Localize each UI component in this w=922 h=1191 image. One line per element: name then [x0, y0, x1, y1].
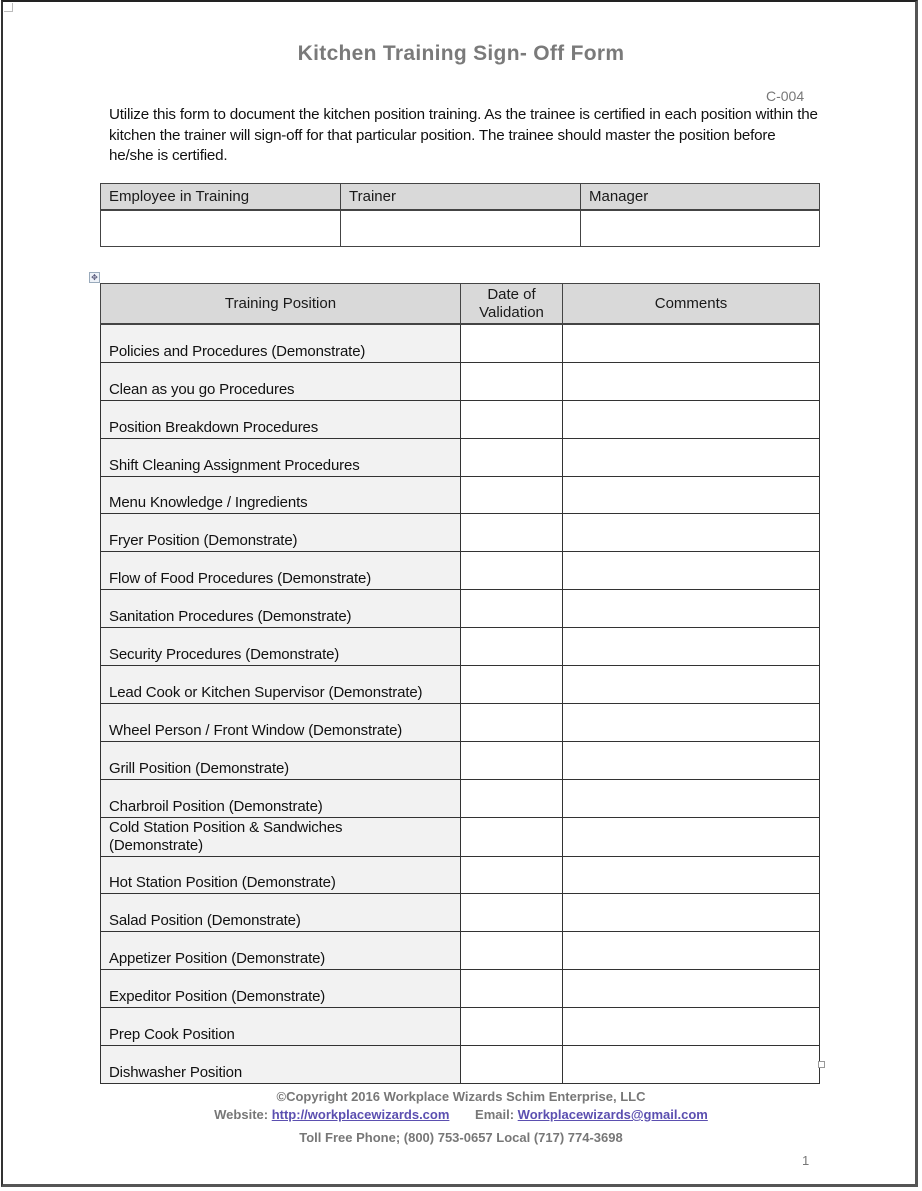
date-of-validation-field[interactable] [461, 552, 563, 590]
table-row [101, 856, 820, 894]
comments-field[interactable] [563, 932, 820, 970]
date-of-validation-field[interactable] [461, 932, 563, 970]
table-row [101, 817, 820, 856]
email-link[interactable]: Workplacewizards@gmail.com [517, 1107, 708, 1122]
header-training-position: Training Position [101, 284, 461, 325]
comments-field[interactable] [563, 666, 820, 704]
date-of-validation-field[interactable] [461, 1046, 563, 1084]
comments-field[interactable] [563, 552, 820, 590]
table-row [101, 932, 820, 970]
comments-field[interactable] [563, 514, 820, 552]
date-of-validation-field[interactable] [461, 856, 563, 894]
date-of-validation-field[interactable] [461, 894, 563, 932]
comments-field[interactable] [563, 438, 820, 476]
training-position-cell: Security Procedures (Demonstrate) [101, 628, 461, 666]
page-number: 1 [802, 1153, 810, 1168]
comments-field[interactable] [563, 1046, 820, 1084]
table-move-handle-icon[interactable]: ✥ [89, 272, 100, 283]
table-row [101, 1046, 820, 1084]
training-position-cell: Shift Cleaning Assignment Procedures [101, 438, 461, 476]
website-label: Website: [214, 1107, 269, 1122]
comments-field[interactable] [563, 856, 820, 894]
comments-field[interactable] [563, 970, 820, 1008]
training-position-cell: Charbroil Position (Demonstrate) [101, 779, 461, 817]
training-position-cell: Cold Station Position & Sandwiches (Demonstrate) [101, 817, 461, 856]
header-employee-in-training: Employee in Training [101, 184, 341, 211]
training-position-cell: Hot Station Position (Demonstrate) [101, 856, 461, 894]
signatures-header-row [101, 184, 820, 211]
table-row [101, 514, 820, 552]
table-row [101, 666, 820, 704]
signatures-input-row [101, 210, 820, 247]
date-of-validation-field[interactable] [461, 324, 563, 362]
header-date-of-validation [461, 284, 563, 325]
comments-field[interactable] [563, 476, 820, 514]
table-row [101, 590, 820, 628]
header-comments: Comments [563, 284, 820, 325]
date-of-validation-field[interactable] [461, 476, 563, 514]
email-label: Email: [475, 1107, 515, 1122]
table-row [101, 628, 820, 666]
training-position-cell: Lead Cook or Kitchen Supervisor (Demonstrate) [101, 666, 461, 704]
comments-field[interactable] [563, 703, 820, 741]
comments-field[interactable] [563, 628, 820, 666]
table-row [101, 552, 820, 590]
training-position-cell: Prep Cook Position [101, 1008, 461, 1046]
date-of-validation-field[interactable] [461, 438, 563, 476]
employee-in-training-field[interactable] [101, 210, 341, 247]
comments-field[interactable] [563, 362, 820, 400]
date-of-validation-field[interactable] [461, 741, 563, 779]
comments-field[interactable] [563, 590, 820, 628]
date-of-validation-field[interactable] [461, 703, 563, 741]
table-resize-handle[interactable] [818, 1061, 825, 1068]
table-row [101, 438, 820, 476]
date-of-validation-field[interactable] [461, 514, 563, 552]
comments-field[interactable] [563, 400, 820, 438]
training-position-cell: Fryer Position (Demonstrate) [101, 514, 461, 552]
date-of-validation-field[interactable] [461, 628, 563, 666]
margin-corner-mark [4, 3, 13, 12]
table-row [101, 400, 820, 438]
date-of-validation-field[interactable] [461, 362, 563, 400]
comments-field[interactable] [563, 1008, 820, 1046]
training-position-cell: Appetizer Position (Demonstrate) [101, 932, 461, 970]
training-rows [101, 324, 820, 1083]
training-position-cell: Wheel Person / Front Window (Demonstrate) [101, 703, 461, 741]
training-table [100, 283, 820, 1084]
table-row [101, 362, 820, 400]
training-position-cell: Clean as you go Procedures [101, 362, 461, 400]
table-row [101, 970, 820, 1008]
header-trainer: Trainer [341, 184, 581, 211]
comments-field[interactable] [563, 779, 820, 817]
training-position-cell: Policies and Procedures (Demonstrate) [101, 324, 461, 362]
date-of-validation-field[interactable] [461, 400, 563, 438]
comments-field[interactable] [563, 817, 820, 856]
training-position-cell: Dishwasher Position [101, 1046, 461, 1084]
trainer-field[interactable] [341, 210, 581, 247]
training-position-cell: Salad Position (Demonstrate) [101, 894, 461, 932]
comments-field[interactable] [563, 894, 820, 932]
table-row [101, 703, 820, 741]
date-of-validation-field[interactable] [461, 970, 563, 1008]
training-position-cell: Sanitation Procedures (Demonstrate) [101, 590, 461, 628]
table-row [101, 324, 820, 362]
table-row [101, 779, 820, 817]
header-date-label: Date of Validation [479, 285, 544, 321]
website-link[interactable]: http://workplacewizards.com [271, 1107, 450, 1122]
signatures-table [100, 183, 820, 247]
date-of-validation-field[interactable] [461, 779, 563, 817]
date-of-validation-field[interactable] [461, 817, 563, 856]
comments-field[interactable] [563, 324, 820, 362]
table-row [101, 894, 820, 932]
footer-phone: Toll Free Phone; (800) 753-0657 Local (717) 774-3698 [299, 1130, 623, 1145]
training-position-cell: Expeditor Position (Demonstrate) [101, 970, 461, 1008]
form-code: C-004 [766, 88, 805, 104]
training-position-cell: Flow of Food Procedures (Demonstrate) [101, 552, 461, 590]
training-position-cell: Menu Knowledge / Ingredients [101, 476, 461, 514]
date-of-validation-field[interactable] [461, 666, 563, 704]
intro-paragraph: Utilize this form to document the kitchen position training. As the trainee is certified in each position within the kitchen the trainer will sign-off for that particular position. The trainee should master the position before he/she is certified. [109, 106, 818, 164]
page-title: Kitchen Training Sign- Off Form [297, 42, 625, 65]
manager-field[interactable] [581, 210, 820, 247]
training-position-cell: Grill Position (Demonstrate) [101, 741, 461, 779]
footer-copyright: ©Copyright 2016 Workplace Wizards Schim Enterprise, LLC [276, 1089, 646, 1104]
footer-contact-line [0, 1107, 922, 1122]
comments-field[interactable] [563, 741, 820, 779]
training-position-cell: Position Breakdown Procedures [101, 400, 461, 438]
table-row [101, 1008, 820, 1046]
training-header-row [101, 284, 820, 325]
date-of-validation-field[interactable] [461, 590, 563, 628]
date-of-validation-field[interactable] [461, 1008, 563, 1046]
table-row [101, 741, 820, 779]
table-row [101, 476, 820, 514]
header-manager: Manager [581, 184, 820, 211]
